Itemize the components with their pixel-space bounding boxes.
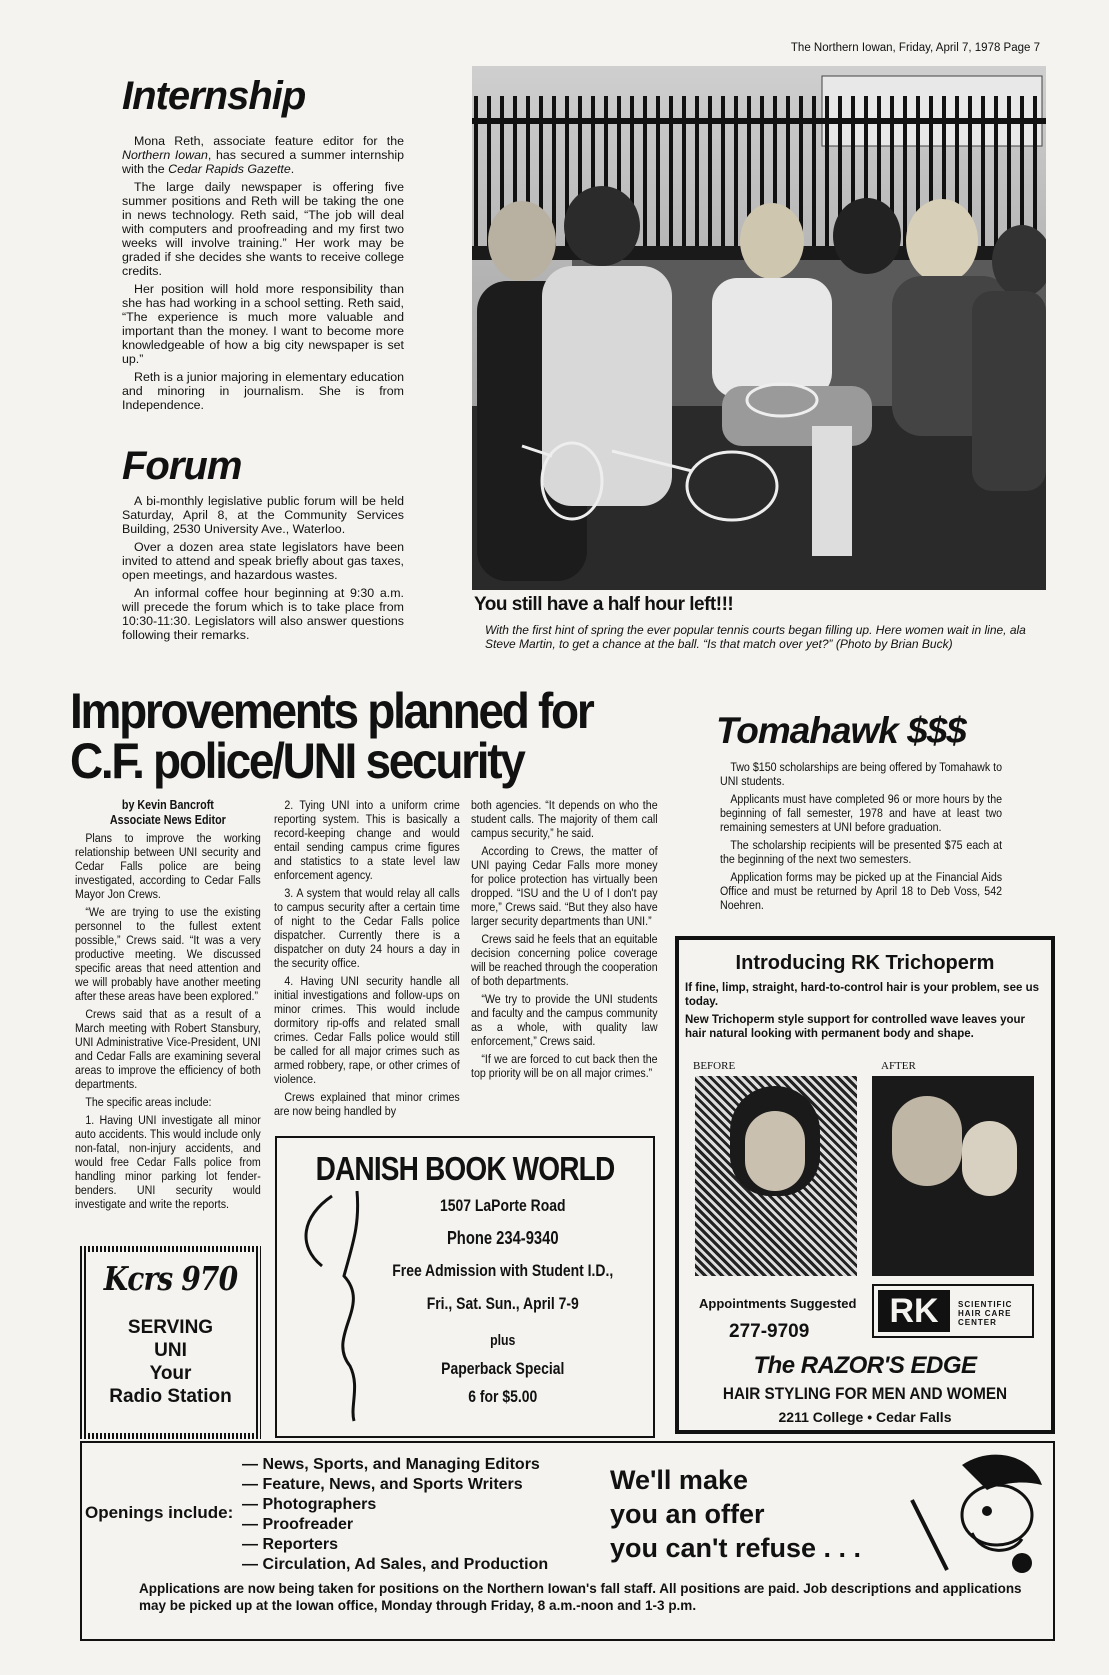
story-column-2 (274, 798, 460, 1122)
forum-article (122, 494, 404, 646)
rk-line-1: If fine, limp, straight, hard-to-control hair is your problem, see us today. (685, 982, 1039, 1008)
rk-phone: 277-9709 (729, 1321, 810, 1342)
paragraph: Over a dozen area state legislators have been invited to attend and speak briefly about gas taxes, open meetings, and hazardous wastes. (122, 540, 404, 582)
paragraph: both agencies. “It depends on who the student calls. The majority of them call campus security,” he said. (471, 798, 658, 840)
photo-image (472, 66, 1046, 590)
internship-article (122, 134, 404, 416)
logo-sub-line: CENTER (958, 1318, 997, 1327)
logo-sub-line: SCIENTIFIC (958, 1300, 1013, 1309)
paragraph: Reth is a junior majoring in elementary education and minoring in journalism. She is from Independence. (122, 370, 404, 412)
kcrs-ad (80, 1246, 261, 1439)
rk-logo-mark: RK (878, 1290, 950, 1332)
opening-item: — Photographers (242, 1496, 377, 1513)
logo-sub-line: HAIR CARE (958, 1309, 1012, 1318)
ad-body-text: Applications are now being taken for positions on the Northern Iowan's fall staff. All positions are paid. Job descriptions and applications may be picked up at the Iowan office, Monday through Friday, 8 a.m.-noon and 1-3 p.m. (139, 1581, 1022, 1613)
danish-title: DANISH BOOK WORLD (315, 1150, 615, 1187)
main-headline (70, 683, 593, 789)
tomahawk-heading: Tomahawk $$$ (716, 710, 966, 751)
internship-heading: Internship (122, 74, 306, 118)
after-label: AFTER (881, 1060, 916, 1072)
story-column-1 (75, 798, 261, 1215)
publication-name: Cedar Rapids Gazette (168, 162, 291, 176)
story-column-3 (471, 798, 658, 1084)
iowan-staff-ad (80, 1441, 1055, 1641)
paragraph: Two $150 scholarships are being offered by Tomahawk to UNI students. (720, 760, 1003, 788)
offer-slogan (610, 1463, 861, 1565)
text: . (290, 162, 295, 176)
paragraph: “If we are forced to cut back then the top priority will be on all major crimes.” (471, 1052, 658, 1080)
kcrs-logo: Kcrs 970 (103, 1259, 238, 1298)
paragraph: Crews said he feels that an equitable decision concerning police coverage will be reached through the cooperation of both departments. (471, 932, 658, 988)
paperback-special: Paperback Special (441, 1359, 565, 1378)
paragraph: “We try to provide the UNI students and faculty and the campus community as a whole, with quality law enforcement,” Crews said. (471, 992, 658, 1048)
paragraph: An informal coffee hour beginning at 9:30 a.m. will precede the forum which is to take place from 10:30-11:30. Legislators will also answer questions following their remarks. (122, 586, 404, 642)
appointments-text: Appointments Suggested (699, 1296, 857, 1311)
rk-line-2: New Trichoperm style support for controlled wave leaves your hair natural looking with permanent body and shape. (685, 1014, 1025, 1040)
danish-figure-drawing (292, 1186, 362, 1426)
after-photo (872, 1076, 1034, 1276)
paragraph: 4. Having UNI security handle all initial investigations and follow-ups on minor crimes. This would include dormitory rip-offs and related small crimes. Cedar Falls police would still be called for all major crimes such as armed robbery, rape, or other crimes of violence. (274, 974, 460, 1086)
opening-item: — Reporters (242, 1536, 339, 1553)
byline: by Kevin Bancroft (121, 798, 214, 812)
slogan-line: SERVING (127, 1317, 214, 1338)
danish-book-world-ad (275, 1136, 655, 1438)
opening-item: — Feature, News, and Sports Writers (242, 1476, 523, 1493)
paragraph: 2. Tying UNI into a uniform crime reporting system. This is basically a record-keeping change and would entail sending campus crime figures and statistics to a state level law enforcement agency. (274, 798, 460, 882)
razors-edge-brand: The RAZOR'S EDGE (753, 1352, 977, 1379)
price: 6 for $5.00 (468, 1387, 538, 1406)
paragraph (122, 134, 404, 176)
paragraph: A bi-monthly legislative public forum will be held Saturday, April 8, at the Community Services Building, 2530 University Ave., Waterloo. (122, 494, 404, 536)
paragraph: The specific areas include: (85, 1095, 212, 1109)
dates: Fri., Sat. Sun., April 7-9 (426, 1294, 579, 1313)
byline-role: Associate News Editor (109, 813, 226, 827)
page-folio: The Northern Iowan, Friday, April 7, 1978 Page 7 (790, 42, 1040, 54)
paragraph: Her position will hold more responsibility than she has had working in a school setting. Reth said, “The experience is much more valuable and important than the money. I want to become more knowledgeable of how a big city newspaper is set up.” (122, 282, 404, 366)
paragraph: The large daily newspaper is offering five summer positions and Reth will be taking the one in news technology. Reth said, “The job will deal with computers and proofreading and my first two weeks will involve training.” Her work may be graded if she decides she wants to receive college credits. (122, 180, 404, 278)
paragraph: Applicants must have completed 96 or more hours by the beginning of fall semester, 1978 and have at least two remaining semesters at UNI before graduation. (720, 792, 1003, 834)
slogan-line: UNI (154, 1340, 187, 1361)
address: 1507 LaPorte Road (440, 1196, 566, 1215)
photo-caption: With the first hint of spring the ever popular tennis courts began filling up. Here women wait in line, ala Steve Martin, to get a chance at the ball. “Is that match over yet?” (Photo by Brian Buck) (485, 623, 1026, 651)
publication-name: Northern Iowan (122, 148, 208, 162)
danish-details (365, 1196, 641, 1407)
text: Mona Reth, associate feature editor for the (134, 134, 404, 148)
phone: Phone 234-9340 (446, 1228, 559, 1248)
paragraph: Crews said that as a result of a March meeting with Robert Stansbury, UNI Administrative Vice-President, UNI and Cedar Falls are examining several areas to improve the efficiency of both departments. (75, 1007, 261, 1091)
opening-item: — News, Sports, and Managing Editors (242, 1456, 540, 1473)
admission: Free Admission with Student I.D., (392, 1261, 614, 1280)
rk-tagline: HAIR STYLING FOR MEN AND WOMEN (722, 1384, 1008, 1403)
slogan-line: Radio Station (109, 1386, 232, 1407)
slogan-line: you can't refuse . . . (610, 1533, 861, 1563)
paragraph: 3. A system that would relay all calls to campus security after a certain time of night to the Cedar Falls police dispatcher. Currently there is a dispatcher on duty 24 hours a day in the security office. (274, 886, 460, 970)
text: , has secured a summer internship with the (122, 148, 405, 176)
rk-trichoperm-ad (675, 936, 1055, 1434)
pirate-illustration (892, 1445, 1052, 1577)
slogan-line: Your (149, 1363, 192, 1384)
kcrs-slogan (86, 1316, 255, 1408)
opening-item: — Proofreader (242, 1516, 354, 1533)
photo-headline: You still have a half hour left!!! (474, 594, 734, 615)
paragraph: Application forms may be picked up at the Financial Aids Office and must be returned by April 18 to Deb Voss, 542 Noehren. (720, 870, 1003, 912)
opening-item: — Circulation, Ad Sales, and Production (242, 1556, 549, 1573)
openings-list (242, 1455, 548, 1575)
slogan-line: you an offer (610, 1499, 765, 1529)
before-label: BEFORE (693, 1060, 736, 1072)
paragraph: The scholarship recipients will be presented $75 each at the beginning of the next two semesters. (720, 838, 1003, 866)
openings-label: Openings include: (85, 1503, 234, 1522)
headline-line: C.F. police/UNI security (70, 733, 524, 789)
rk-logo-sub (958, 1300, 1012, 1327)
forum-heading: Forum (122, 444, 242, 488)
tennis-photo (472, 66, 1046, 590)
before-photo (695, 1076, 857, 1276)
paragraph: Plans to improve the working relationship between UNI security and Cedar Falls police are being investigated, according to Cedar Falls Mayor Jon Crews. (75, 831, 261, 901)
rk-title: Introducing RK Trichoperm (735, 952, 995, 974)
paragraph: 1. Having UNI investigate all minor auto accidents. This would include only non-fatal, non-injury accidents, and would free Cedar Falls police from handling minor parking lot fender-benders. UNI security would investigate and write the reports. (75, 1113, 261, 1211)
paragraph: According to Crews, the matter of UNI paying Cedar Falls more money for police protection has virtually been dropped. “ISU and the U of I don't pay more,” Crews said. “But they also have larger security departments than UNI.” (471, 844, 658, 928)
tomahawk-article (720, 760, 1002, 916)
plus: plus (490, 1332, 516, 1349)
paragraph: “We are trying to use the existing personnel to the fullest extent possible,” Crews said. “It was a very productive meeting. We discussed specific areas that need attention and we will probably have another meeting after these areas have been explored.” (75, 905, 261, 1003)
slogan-line: We'll make (610, 1465, 748, 1495)
rk-address: 2211 College • Cedar Falls (778, 1409, 952, 1425)
headline-line: Improvements planned for (70, 683, 593, 739)
paragraph: Crews explained that minor crimes are now being handled by (274, 1090, 460, 1118)
rk-logo (872, 1284, 1034, 1338)
